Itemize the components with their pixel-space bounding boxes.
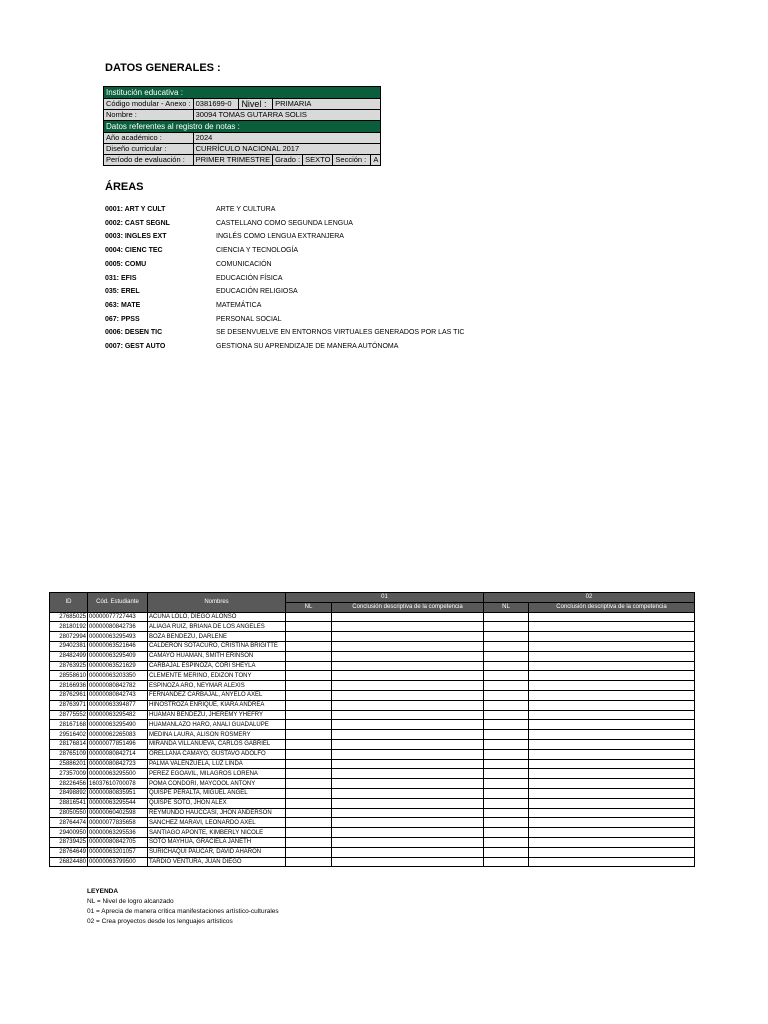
cell-nombre: PALMA VALENZUELA, LUZ LINDA [148,759,286,769]
cell-id: 28180192 [50,622,88,632]
cell-nombre: ALIAGA RUIZ, BRIANA DE LOS ANGELES [148,622,286,632]
area-code: 063: MATE [105,301,141,309]
cell-cod: 00000080842714 [88,749,148,759]
table-row [50,749,695,759]
area-code: 031: EFIS [105,274,137,282]
cell-conclusion-01[interactable] [332,641,484,651]
cell-nombre: PEREZ EGOAVIL, MILAGROS LORENA [148,769,286,779]
page-title: DATOS GENERALES : [105,62,221,74]
cell-cod: 00000063799500 [88,857,148,867]
diseno-label: Diseño curricular : [104,144,194,155]
legend-line: 02 = Crea proyectos desde los lenguajes artísticos [87,918,233,925]
diseno-value: CURRÍCULO NACIONAL 2017 [193,144,381,155]
cell-nl-02[interactable] [484,749,529,759]
anio-value: 2024 [193,133,381,144]
cell-cod: 00000063295536 [88,828,148,838]
cell-cod: 00000080842782 [88,681,148,691]
cell-nl-02[interactable] [484,759,529,769]
cell-nl-01[interactable] [286,651,332,661]
cell-conclusion-02[interactable] [529,730,695,740]
cell-conclusion-01[interactable] [332,632,484,642]
cell-nl-01[interactable] [286,720,332,730]
cell-conclusion-02[interactable] [529,612,695,622]
cell-conclusion-01[interactable] [332,808,484,818]
cell-cod: 00000077835658 [88,818,148,828]
cell-cod: 00000077727443 [88,612,148,622]
legend [87,887,279,927]
cell-conclusion-01[interactable] [332,798,484,808]
table-row [50,671,695,681]
cell-cod: 00000080842705 [88,837,148,847]
cell-id: 27357009 [50,769,88,779]
area-name: ARTE Y CULTURA [216,206,276,213]
cell-nl-01[interactable] [286,739,332,749]
cell-conclusion-02[interactable] [529,779,695,789]
cell-id: 28050550 [50,808,88,818]
legend-title: LEYENDA [87,888,119,895]
cell-cod: 00000063203350 [88,671,148,681]
institucion-header: Institución educativa : [104,87,381,99]
cell-conclusion-02[interactable] [529,837,695,847]
cell-nl-01[interactable] [286,622,332,632]
cell-nl-02[interactable] [484,788,529,798]
cell-cod: 00000063295500 [88,769,148,779]
cell-nl-02[interactable] [484,700,529,710]
table-row [50,622,695,632]
cell-conclusion-02[interactable] [529,818,695,828]
cell-nombre: REYMUNDO HAUCCASI, JHON ANDERSON [148,808,286,818]
area-name: INGLÉS COMO LENGUA EXTRANJERA [216,233,344,241]
cell-id: 28816541 [50,798,88,808]
cell-conclusion-02[interactable] [529,798,695,808]
periodo-value: PRIMER TRIMESTRE [193,155,272,166]
cell-conclusion-02[interactable] [529,690,695,700]
periodo-label: Período de evaluación : [104,155,194,166]
col-nl-header-02: NL [484,602,529,612]
area-code: 0007: GEST AUTO [105,343,166,350]
cell-conclusion-02[interactable] [529,788,695,798]
area-code: 0001: ART Y CULT [105,206,166,213]
datos-header: Datos referentes al registro de notas : [104,121,381,133]
cell-conclusion-01[interactable] [332,661,484,671]
cell-nombre: CAMAYO HUAMAN, SMITH ERINSON [148,651,286,661]
seccion-value: A [370,155,378,165]
table-row [50,632,695,642]
cell-nombre: POMA CONDORI, MAYCOOL ANTONY [148,779,286,789]
col-nombres-header: Nombres [148,593,286,613]
cell-cod: 00000063201057 [88,847,148,857]
cell-nl-02[interactable] [484,710,529,720]
cell-id: 28558610 [50,671,88,681]
cell-nombre: HINOSTROZA ENRIQUE, KIARA ANDREA [148,700,286,710]
cell-conclusion-01[interactable] [332,847,484,857]
cell-conclusion-01[interactable] [332,651,484,661]
cell-cod: 00000063521629 [88,661,148,671]
cell-nl-01[interactable] [286,769,332,779]
cell-id: 29516402 [50,730,88,740]
cell-id: 28176814 [50,739,88,749]
seccion-cell [333,155,381,166]
cell-conclusion-02[interactable] [529,641,695,651]
area-name: MATEMÁTICA [216,301,262,309]
table-row [50,808,695,818]
cell-nombre: HUAMAN BENDEZU, JHEREMY YHEFRY [148,710,286,720]
cell-nombre: SOTO MAYHUA, GRACIELA JANETH [148,837,286,847]
cell-nl-02[interactable] [484,641,529,651]
cell-conclusion-01[interactable] [332,720,484,730]
cell-conclusion-02[interactable] [529,700,695,710]
cell-conclusion-01[interactable] [332,739,484,749]
col-cod-header: Cód. Estudiante [88,593,148,613]
cell-nl-01[interactable] [286,798,332,808]
area-name: CIENCIA Y TECNOLOGÍA [216,247,299,255]
cell-cod: 00000063295482 [88,710,148,720]
area-name: EDUCACIÓN FÍSICA [216,274,283,282]
cell-id: 28226456 [50,779,88,789]
table-row [50,700,695,710]
cell-nl-02[interactable] [484,857,529,867]
table-row [50,828,695,838]
area-code: 0005: COMU [105,260,147,268]
cell-conclusion-01[interactable] [332,710,484,720]
cell-conclusion-02[interactable] [529,847,695,857]
table-row [50,661,695,671]
cell-id: 28482499 [50,651,88,661]
cell-nl-01[interactable] [286,661,332,671]
cell-conclusion-01[interactable] [332,769,484,779]
table-row [50,651,695,661]
nivel-value: PRIMARIA [273,99,381,110]
cell-id: 29402381 [50,641,88,651]
table-row [50,837,695,847]
cell-nl-01[interactable] [286,730,332,740]
table-row [50,779,695,789]
cell-cod: 00000077851496 [88,739,148,749]
cell-nl-01[interactable] [286,759,332,769]
cell-nl-01[interactable] [286,808,332,818]
area-code: 0006: DESEN TIC [105,329,163,337]
cell-conclusion-02[interactable] [529,632,695,642]
area-code: 0003: INGLES EXT [105,233,167,241]
table-row [50,710,695,720]
cell-nombre: CARBAJAL ESPINOZA, CORI SHEYLA [148,661,286,671]
cell-nl-01[interactable] [286,749,332,759]
area-name: CASTELLANO COMO SEGUNDA LENGUA [216,219,353,227]
cell-conclusion-02[interactable] [529,671,695,681]
cell-id: 28764649 [50,847,88,857]
table-row [50,847,695,857]
area-code: 0004: CIENC TEC [105,247,163,255]
table-row [50,690,695,700]
cell-id: 29400950 [50,828,88,838]
cell-nl-02[interactable] [484,779,529,789]
cell-conclusion-01[interactable] [332,788,484,798]
cell-nombre: FERNANDEZ CARBAJAL, ANYELO AXEL [148,690,286,700]
table-row [50,798,695,808]
cell-cod: 00000063295409 [88,651,148,661]
general-info-table [103,86,381,166]
col-conclusion-header-01: Conclusión descriptiva de la competencia [332,602,484,612]
cell-conclusion-01[interactable] [332,749,484,759]
cell-cod: 00000063295544 [88,798,148,808]
cell-nl-02[interactable] [484,681,529,691]
cell-id: 28762961 [50,690,88,700]
cell-conclusion-01[interactable] [332,681,484,691]
cell-nl-01[interactable] [286,700,332,710]
area-code: 067: PPSS [105,315,140,323]
cell-nl-02[interactable] [484,720,529,730]
cell-nl-01[interactable] [286,641,332,651]
students-grid [49,592,695,867]
cell-nombre: QUISPE SOTO, JHON ALEX [148,798,286,808]
cell-id: 26824480 [50,857,88,867]
cell-id: 28775552 [50,710,88,720]
cell-nl-02[interactable] [484,690,529,700]
cell-conclusion-01[interactable] [332,612,484,622]
nivel-label: Nivel : [239,99,273,110]
table-row [50,818,695,828]
cell-nl-01[interactable] [286,828,332,838]
area-name: EDUCACIÓN RELIGIOSA [216,288,298,296]
cell-conclusion-01[interactable] [332,759,484,769]
cell-conclusion-01[interactable] [332,690,484,700]
cell-nl-02[interactable] [484,730,529,740]
cell-cod: 00000063394877 [88,700,148,710]
codigo-value: 0381699-0 [193,99,239,110]
cell-conclusion-01[interactable] [332,837,484,847]
cell-cod: 00000063295493 [88,632,148,642]
cell-nl-01[interactable] [286,612,332,622]
cell-nl-01[interactable] [286,681,332,691]
cell-nombre: SANTIAGO APONTE, KIMBERLY NICOLE [148,828,286,838]
cell-cod: 00000080842743 [88,690,148,700]
cell-conclusion-01[interactable] [332,671,484,681]
table-row [50,681,695,691]
area-name: COMUNICACIÓN [216,260,272,268]
cell-nombre: CLEMENTE MERINO, EDIZON TONY [148,671,286,681]
cell-cod: 00000080842723 [88,759,148,769]
cell-cod: 00000060402598 [88,808,148,818]
cell-nl-02[interactable] [484,769,529,779]
area-name: GESTIONA SU APRENDIZAJE DE MANERA AUTÓNOMA [216,343,399,350]
cell-nombre: BOZA BENDEZU, DARLENE [148,632,286,642]
cell-nl-01[interactable] [286,847,332,857]
cell-id: 25886201 [50,759,88,769]
anio-label: Año académico : [104,133,194,144]
cell-conclusion-02[interactable] [529,857,695,867]
cell-id: 28765109 [50,749,88,759]
nombre-label: Nombre : [104,110,194,121]
cell-conclusion-02[interactable] [529,828,695,838]
cell-nl-02[interactable] [484,651,529,661]
cell-nombre: ORELLANA CAMAYO, GUSTAVO ADOLFO [148,749,286,759]
cell-conclusion-01[interactable] [332,730,484,740]
cell-conclusion-01[interactable] [332,779,484,789]
table-row [50,612,695,622]
table-row [50,759,695,769]
cell-cod: 00000063295490 [88,720,148,730]
cell-id: 27685025 [50,612,88,622]
cell-nl-02[interactable] [484,818,529,828]
cell-nl-02[interactable] [484,837,529,847]
cell-conclusion-02[interactable] [529,651,695,661]
cell-nl-01[interactable] [286,857,332,867]
cell-id: 28167168 [50,720,88,730]
cell-nl-01[interactable] [286,837,332,847]
cell-nl-01[interactable] [286,710,332,720]
group-01-header: 01 [286,593,484,603]
cell-conclusion-01[interactable] [332,622,484,632]
table-row [50,769,695,779]
col-id-header: ID [50,593,88,613]
cell-cod: 00000062265083 [88,730,148,740]
cell-nombre: ACUNA LOLO, DIEGO ALONSO [148,612,286,622]
area-name: PERSONAL SOCIAL [216,315,282,323]
areas-title: ÁREAS [105,181,144,193]
cell-conclusion-01[interactable] [332,818,484,828]
table-row [50,720,695,730]
cell-nombre: CALDERON SOTACURO, CRISTINA BRIGITTE [148,641,286,651]
cell-conclusion-02[interactable] [529,769,695,779]
cell-nombre: MIRANDA VILLANUEVA, CARLOS GABRIEL [148,739,286,749]
grado-value: SEXTO [303,155,333,166]
cell-id: 28739425 [50,837,88,847]
cell-nombre: HUAMANLAZO HARO, ANALI GUADALUPE [148,720,286,730]
area-name: SE DESENVUELVE EN ENTORNOS VIRTUALES GENERADOS POR LAS TIC [216,329,465,337]
cell-nl-02[interactable] [484,661,529,671]
cell-conclusion-02[interactable] [529,661,695,671]
cell-nl-02[interactable] [484,671,529,681]
cell-nl-02[interactable] [484,612,529,622]
cell-cod: 00000080835951 [88,788,148,798]
cell-id: 28763971 [50,700,88,710]
nombre-value: 30094 TOMAS GUTARRA SOLIS [193,110,381,121]
area-code: 0002: CAST SEGNL [105,219,170,227]
cell-conclusion-02[interactable] [529,622,695,632]
cell-conclusion-02[interactable] [529,681,695,691]
cell-nl-02[interactable] [484,808,529,818]
cell-nombre: SANCHEZ MARAVI, LEONARDO AXEL [148,818,286,828]
cell-nombre: QUISPE PERALTA, MIGUEL ANGEL [148,788,286,798]
cell-nombre: MEDINA LAURA, ALISON ROSMERY [148,730,286,740]
cell-nl-02[interactable] [484,632,529,642]
grado-label: Grado : [273,155,303,166]
col-conclusion-header-02: Conclusión descriptiva de la competencia [529,602,695,612]
table-row [50,857,695,867]
cell-nl-01[interactable] [286,671,332,681]
cell-id: 28166936 [50,681,88,691]
cell-nombre: ESPINOZA ARO, NEYMAR ALEXIS [148,681,286,691]
cell-nl-02[interactable] [484,828,529,838]
table-row [50,739,695,749]
cell-nl-01[interactable] [286,788,332,798]
area-code: 035: EREL [105,288,140,296]
cell-nl-02[interactable] [484,798,529,808]
seccion-label: Sección : [335,155,367,164]
cell-conclusion-01[interactable] [332,857,484,867]
table-row [50,641,695,651]
cell-nombre: TARDIO VENTURA, JUAN DIEGO [148,857,286,867]
cell-nl-02[interactable] [484,847,529,857]
legend-line: NL = Nivel de logro alcanzado [87,898,174,905]
cell-id: 28764474 [50,818,88,828]
codigo-label: Código modular - Anexo : [104,99,194,110]
cell-cod: 00000080842736 [88,622,148,632]
cell-conclusion-02[interactable] [529,710,695,720]
cell-id: 28498892 [50,788,88,798]
cell-conclusion-02[interactable] [529,808,695,818]
cell-conclusion-02[interactable] [529,759,695,769]
cell-conclusion-02[interactable] [529,720,695,730]
cell-nl-02[interactable] [484,622,529,632]
cell-id: 28072994 [50,632,88,642]
cell-nl-01[interactable] [286,818,332,828]
cell-nl-02[interactable] [484,739,529,749]
group-02-header: 02 [484,593,695,603]
table-row [50,788,695,798]
cell-id: 28763925 [50,661,88,671]
cell-conclusion-01[interactable] [332,700,484,710]
cell-conclusion-01[interactable] [332,828,484,838]
table-row [50,730,695,740]
cell-conclusion-02[interactable] [529,749,695,759]
col-nl-header-01: NL [286,602,332,612]
cell-nl-01[interactable] [286,690,332,700]
cell-nombre: SURICHAQUI PAUCAR, DAVID AHARON [148,847,286,857]
cell-cod: 00000063521646 [88,641,148,651]
cell-nl-01[interactable] [286,779,332,789]
cell-nl-01[interactable] [286,632,332,642]
cell-cod: 16037610700078 [88,779,148,789]
cell-conclusion-02[interactable] [529,739,695,749]
legend-line: 01 = Aprecia de manera crítica manifestaciones artístico-culturales [87,908,279,915]
